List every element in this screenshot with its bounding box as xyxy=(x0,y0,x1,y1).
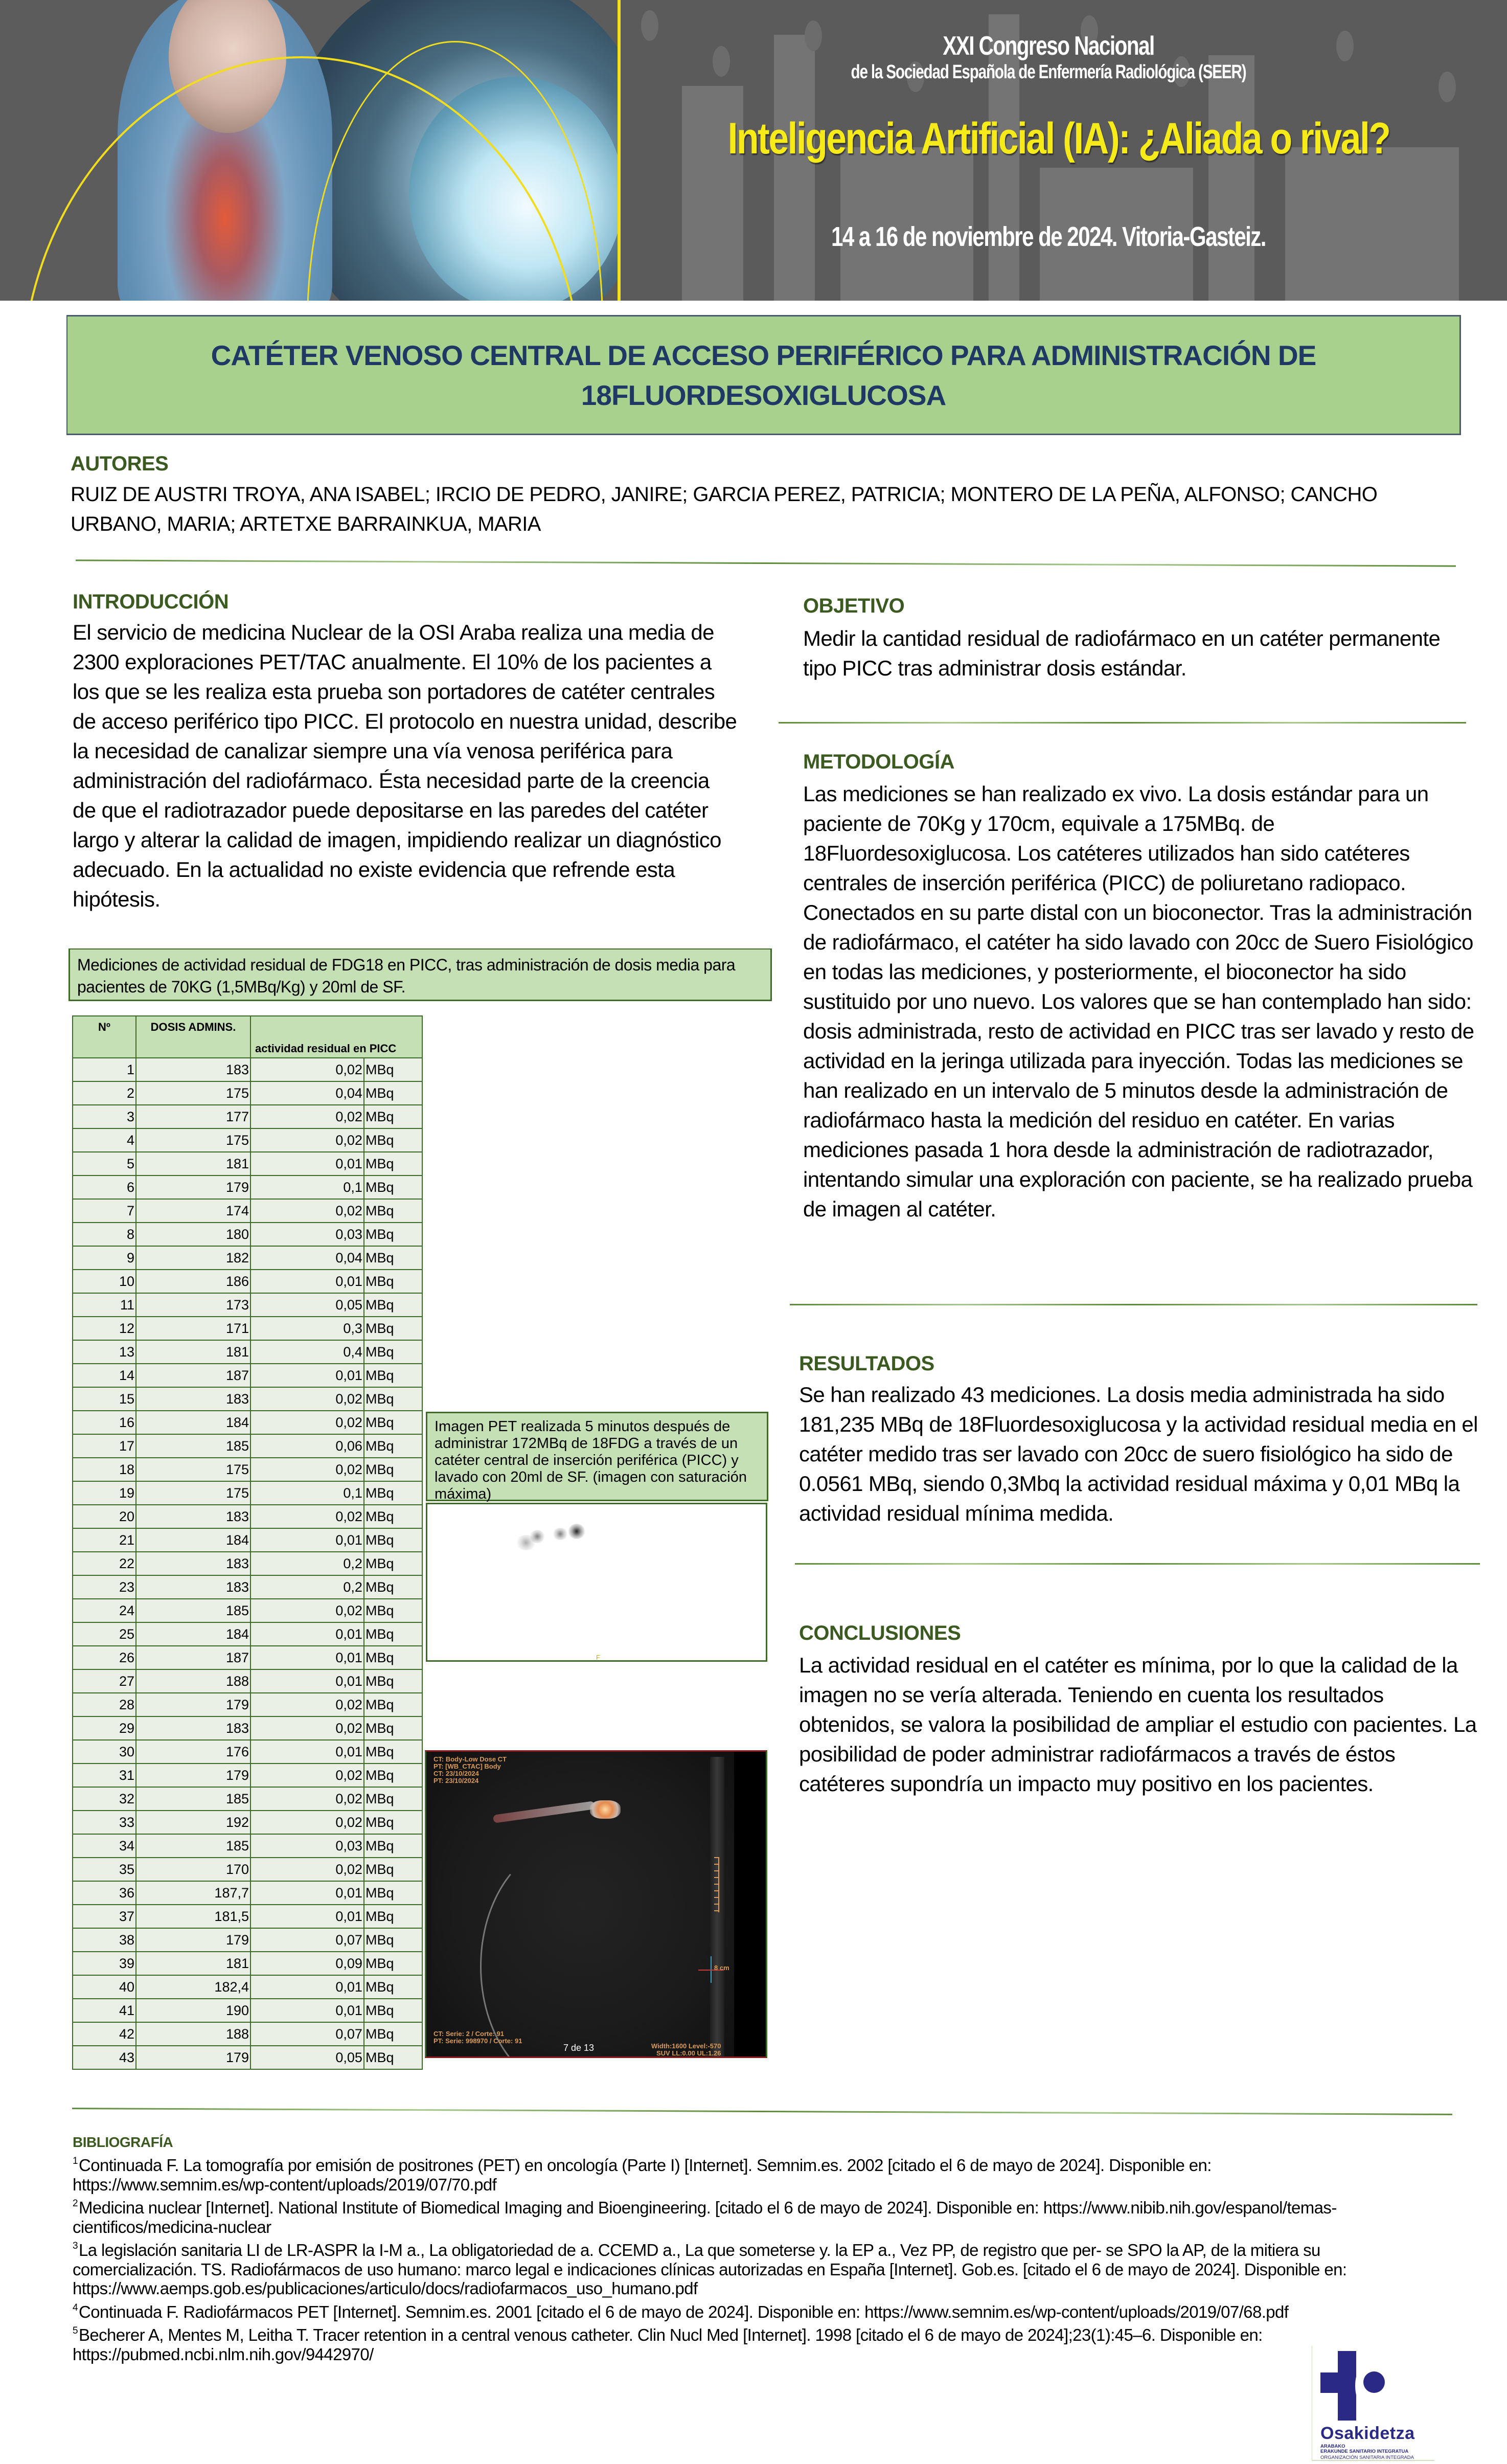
cell-activity: 0,01 xyxy=(250,1152,364,1176)
cell-dose: 175 xyxy=(136,1458,250,1481)
cell-activity: 0,01 xyxy=(250,1646,364,1669)
cell-unit: MBq xyxy=(364,1622,422,1646)
cell-unit: MBq xyxy=(364,1740,422,1764)
cell-dose: 190 xyxy=(136,1999,250,2022)
overlay-bottom-left: CT: Serie: 2 / Corte: 91 PT: Serie: 998970 / Corte: 91 xyxy=(433,2030,522,2045)
cell-number: 21 xyxy=(73,1528,136,1552)
cell-unit: MBq xyxy=(364,1693,422,1716)
table-row xyxy=(73,1881,422,1905)
cell-number: 23 xyxy=(73,1575,136,1599)
cell-dose: 184 xyxy=(136,1528,250,1552)
section-divider xyxy=(779,722,1466,724)
table-row xyxy=(73,1199,422,1223)
cell-unit: MBq xyxy=(364,1081,422,1105)
cell-number: 35 xyxy=(73,1858,136,1881)
cell-unit: MBq xyxy=(364,1811,422,1834)
cell-number: 14 xyxy=(73,1364,136,1387)
cell-activity: 0,02 xyxy=(250,1128,364,1152)
cell-number: 22 xyxy=(73,1552,136,1575)
cell-dose: 173 xyxy=(136,1293,250,1317)
cell-number: 26 xyxy=(73,1646,136,1669)
authors-list: RUIZ DE AUSTRI TROYA, ANA ISABEL; IRCIO DE PEDRO, JANIRE; GARCIA PEREZ, PATRICIA; MONTERO DE LA PEÑA, ALFONSO; CANCHO URBANO, MARIA; ARTETXE BARRAINKUA, MARIA xyxy=(71,483,1378,535)
section-divider xyxy=(76,559,1456,567)
logo-subtitle-es: ORGANIZACIÓN SANITARIA INTEGRADA xyxy=(1320,2455,1414,2460)
cell-unit: MBq xyxy=(364,1270,422,1293)
cell-activity: 0,03 xyxy=(250,1834,364,1858)
cell-number: 20 xyxy=(73,1505,136,1528)
cell-unit: MBq xyxy=(364,1575,422,1599)
cell-unit: MBq xyxy=(364,1716,422,1740)
methodology-heading: METODOLOGÍA xyxy=(803,751,954,773)
cell-dose: 179 xyxy=(136,1764,250,1787)
cell-dose: 192 xyxy=(136,1811,250,1834)
slice-counter: 7 de 13 xyxy=(563,2043,595,2053)
table-row xyxy=(73,1952,422,1975)
table-row xyxy=(73,1905,422,1928)
cell-unit: MBq xyxy=(364,2022,422,2046)
cell-number: 7 xyxy=(73,1199,136,1223)
residual-activity-table xyxy=(72,1015,423,2070)
table-row xyxy=(73,2022,422,2046)
cell-dose: 174 xyxy=(136,1199,250,1223)
table-row xyxy=(73,1317,422,1340)
logo-name: Osakidetza xyxy=(1320,2424,1415,2443)
cell-unit: MBq xyxy=(364,1340,422,1364)
table-body xyxy=(73,1058,422,2069)
cell-unit: MBq xyxy=(364,1458,422,1481)
scale-ruler xyxy=(714,1857,719,1912)
cell-unit: MBq xyxy=(364,1552,422,1575)
table-row xyxy=(73,1293,422,1317)
table-row xyxy=(73,1693,422,1716)
table-row xyxy=(73,1575,422,1599)
pet-ct-fusion-image xyxy=(425,1750,767,2058)
cell-activity: 0,02 xyxy=(250,1387,364,1411)
cell-activity: 0,01 xyxy=(250,1881,364,1905)
poster-title-box xyxy=(66,315,1461,435)
table-header-row xyxy=(73,1016,422,1058)
cell-number: 6 xyxy=(73,1176,136,1199)
cell-number: 27 xyxy=(73,1669,136,1693)
cell-number: 8 xyxy=(73,1223,136,1246)
cell-number: 15 xyxy=(73,1387,136,1411)
table-row xyxy=(73,1928,422,1952)
cell-unit: MBq xyxy=(364,1199,422,1223)
congress-dates: 14 a 16 de noviembre de 2024. Vitoria-Gasteiz. xyxy=(831,221,1266,252)
cell-dose: 171 xyxy=(136,1317,250,1340)
cell-dose: 183 xyxy=(136,1058,250,1081)
table-row xyxy=(73,1740,422,1764)
cell-unit: MBq xyxy=(364,1481,422,1505)
cell-unit: MBq xyxy=(364,1223,422,1246)
poster-title-line1: CATÉTER VENOSO CENTRAL DE ACCESO PERIFÉRICO PARA ADMINISTRACIÓN DE xyxy=(211,339,1316,371)
cell-number: 33 xyxy=(73,1811,136,1834)
scale-label: 8 cm xyxy=(714,1964,729,1972)
cell-activity: 0,02 xyxy=(250,1411,364,1434)
cell-activity: 0,01 xyxy=(250,1740,364,1764)
table-row xyxy=(73,1481,422,1505)
results-text: Se han realizado 43 mediciones. La dosis media administrada ha sido 181,235 MBq de 18Fluordesoxiglucosa y la actividad residual media en el catéter medido tras ser lavado con 20cc de suero fisiológico ha sido de 0.0561 MBq, siendo 0,3Mbq la actividad residual máxima y 0,01 MBq la actividad residual mínima medida. xyxy=(799,1383,1478,1525)
column-header-dose: DOSIS ADMINS. xyxy=(136,1016,250,1058)
cell-dose: 181,5 xyxy=(136,1905,250,1928)
cell-activity: 0,09 xyxy=(250,1952,364,1975)
results-heading: RESULTADOS xyxy=(799,1352,934,1375)
cell-number: 2 xyxy=(73,1081,136,1105)
cell-dose: 186 xyxy=(136,1270,250,1293)
table-row xyxy=(73,1834,422,1858)
bibliography-heading: BIBLIOGRAFÍA xyxy=(73,2134,173,2150)
cell-activity: 0,02 xyxy=(250,1787,364,1811)
cell-activity: 0,02 xyxy=(250,1811,364,1834)
congress-banner xyxy=(0,0,1507,301)
cell-dose: 181 xyxy=(136,1340,250,1364)
cell-activity: 0,02 xyxy=(250,1105,364,1128)
cell-number: 30 xyxy=(73,1740,136,1764)
cell-dose: 183 xyxy=(136,1552,250,1575)
table-row xyxy=(73,1387,422,1411)
cell-dose: 175 xyxy=(136,1481,250,1505)
table-row xyxy=(73,1975,422,1999)
table-row xyxy=(73,1716,422,1740)
table-row xyxy=(73,1246,422,1270)
section-divider xyxy=(795,1563,1480,1565)
bibliography-list xyxy=(73,2152,1402,2364)
cell-number: 31 xyxy=(73,1764,136,1787)
table-row xyxy=(73,1528,422,1552)
cell-number: 36 xyxy=(73,1881,136,1905)
authors-heading: AUTORES xyxy=(71,453,169,475)
cell-number: 32 xyxy=(73,1787,136,1811)
section-divider xyxy=(790,1304,1477,1305)
cell-activity: 0,04 xyxy=(250,1081,364,1105)
cell-unit: MBq xyxy=(364,1246,422,1270)
cell-number: 19 xyxy=(73,1481,136,1505)
cell-unit: MBq xyxy=(364,1928,422,1952)
cell-dose: 179 xyxy=(136,1693,250,1716)
cell-unit: MBq xyxy=(364,1293,422,1317)
cell-number: 38 xyxy=(73,1928,136,1952)
table-row xyxy=(73,1458,422,1481)
cell-unit: MBq xyxy=(364,1881,422,1905)
cell-unit: MBq xyxy=(364,1364,422,1387)
cell-unit: MBq xyxy=(364,1176,422,1199)
pet-image-saturated xyxy=(426,1503,767,1662)
bibliography-item: $^5$Becherer A, Mentes M, Leitha T. Tracer retention in a central venous catheter. Clin Nucl Med [Internet]. 1998 [citado el 6 de mayo de 2024];23(1):45–6. Disponible en: https://pubmed.ncbi.nlm.nih.gov/9442970/ xyxy=(73,2325,1263,2364)
objective-text: Medir la cantidad residual de radiofármaco en un catéter permanente tipo PICC tras administrar dosis estándar. xyxy=(803,626,1441,680)
cell-unit: MBq xyxy=(364,1787,422,1811)
cell-dose: 187 xyxy=(136,1364,250,1387)
section-divider xyxy=(72,2108,1452,2115)
bibliography-item: $^4$Continuada F. Radiofármacos PET [Internet]. Semnim.es. 2001 [citado el 6 de mayo de 2024]. Disponible en: https://www.semnim.es/wp-content/uploads/2019/07/68.pdf xyxy=(73,2302,1289,2321)
cell-number: 4 xyxy=(73,1128,136,1152)
cell-unit: MBq xyxy=(364,1599,422,1622)
cell-number: 18 xyxy=(73,1458,136,1481)
table-row xyxy=(73,1081,422,1105)
cell-dose: 185 xyxy=(136,1599,250,1622)
cell-activity: 0,01 xyxy=(250,1669,364,1693)
cell-activity: 0,02 xyxy=(250,1058,364,1081)
cell-dose: 185 xyxy=(136,1787,250,1811)
cell-number: 24 xyxy=(73,1599,136,1622)
cell-number: 1 xyxy=(73,1058,136,1081)
cell-unit: MBq xyxy=(364,1411,422,1434)
cell-dose: 185 xyxy=(136,1434,250,1458)
cell-number: 17 xyxy=(73,1434,136,1458)
cell-activity: 0,01 xyxy=(250,1975,364,1999)
methodology-text: Las mediciones se han realizado ex vivo. La dosis estándar para un paciente de 70Kg y 170cm, equivale a 175MBq. de 18Fluordesoxiglucosa. Los catéteres utilizados han sido catéteres centrales de inserción periférica (PICC) de poliuretano radiopaco. Conectados en su parte distal con un bioconector. Tras la administración de radiofármaco, el catéter ha sido lavado con 20cc de Suero Fisiológico en todas las mediciones, y posteriormente, el bioconector ha sido sustituido por uno nuevo. Los valores que se han contemplado han sido: dosis administrada, resto de actividad en PICC tras ser lavado y resto de actividad en la jeringa utilizada para inyección. Todas las mediciones se han realizado en un intervalo de 5 minutos desde la administración de radiofármaco hasta la medición del residuo en catéter. En varias mediciones pasada 1 hora desde la administración de radiotrazador, intentando simular una exploración con paciente, se ha realizado prueba de imagen al catéter. xyxy=(803,782,1474,1221)
cell-dose: 184 xyxy=(136,1622,250,1646)
cell-dose: 179 xyxy=(136,1176,250,1199)
cell-activity: 0,02 xyxy=(250,1693,364,1716)
cell-activity: 0,1 xyxy=(250,1176,364,1199)
cell-dose: 176 xyxy=(136,1740,250,1764)
cell-activity: 0,01 xyxy=(250,1622,364,1646)
cell-activity: 0,2 xyxy=(250,1575,364,1599)
cell-unit: MBq xyxy=(364,1105,422,1128)
cell-activity: 0,02 xyxy=(250,1716,364,1740)
cell-number: 39 xyxy=(73,1952,136,1975)
banner-illustration xyxy=(0,0,619,301)
cell-number: 10 xyxy=(73,1270,136,1293)
cell-unit: MBq xyxy=(364,1317,422,1340)
bibliography-item: $^3$La legislación sanitaria LI de LR-ASPR la I-M a., La obligatoriedad de a. CCEMD a., La que someterse y. la EP a., Vez PP, de registro que per- se SPO la AP, de la mitiera su comercialización. TS. Radiofármacos de uso humano: marco legal e indicaciones clínicas autorizadas en España [Internet]. Gob.es. [citado el 6 de mayo de 2024]. Disponible en: https://www.aemps.gob.es/publicaciones/articulo/docs/radiofarmacos_uso_humano.pdf xyxy=(73,2241,1347,2298)
column-header-activity: actividad residual en PICC xyxy=(250,1016,422,1058)
conclusions-text: La actividad residual en el catéter es mínima, por lo que la calidad de la imagen no se vería alterada. Teniendo en cuenta los resultados obtenidos, se valora la posibilidad de ampliar el estudio con pacientes. La posibilidad de poder administrar radiofármacos a través de éstos catéteres supondría un impacto muy positivo en los pacientes. xyxy=(799,1653,1477,1796)
cell-unit: MBq xyxy=(364,1858,422,1881)
cell-number: 25 xyxy=(73,1622,136,1646)
column-header-number: Nº xyxy=(73,1016,136,1058)
cell-dose: 182,4 xyxy=(136,1975,250,1999)
cell-dose: 183 xyxy=(136,1575,250,1599)
cell-dose: 182 xyxy=(136,1246,250,1270)
cell-activity: 0,4 xyxy=(250,1340,364,1364)
cell-activity: 0,1 xyxy=(250,1481,364,1505)
table-row xyxy=(73,1505,422,1528)
bibliography-item: $^1$Continuada F. La tomografía por emisión de positrones (PET) en oncología (Parte I) [Internet]. Semnim.es. 2002 [citado el 6 de mayo de 2024]. Disponible en: https://www.semnim.es/wp-content/uploads/2019/07/70.pdf xyxy=(73,2156,1212,2194)
overlay-bottom-right: Width:1600 Level:-570 SUV LL:0.00 UL:1.26 xyxy=(651,2042,721,2057)
conclusions-heading: CONCLUSIONES xyxy=(799,1622,961,1644)
cell-dose: 180 xyxy=(136,1223,250,1246)
logo-dot-icon xyxy=(1363,2371,1385,2393)
cell-number: 43 xyxy=(73,2046,136,2069)
table-row xyxy=(73,1434,422,1458)
table-row xyxy=(73,1669,422,1693)
introduction-heading: INTRODUCCIÓN xyxy=(73,591,229,613)
cell-number: 11 xyxy=(73,1293,136,1317)
cell-number: 16 xyxy=(73,1411,136,1434)
cell-number: 3 xyxy=(73,1105,136,1128)
cell-activity: 0,01 xyxy=(250,1270,364,1293)
table-caption: Mediciones de actividad residual de FDG18 en PICC, tras administración de dosis media para pacientes de 70KG (1,5MBq/Kg) y 20ml de SF. xyxy=(68,948,772,1001)
poster-title-line2: 18FLUORDESOXIGLUCOSA xyxy=(581,379,946,411)
cell-unit: MBq xyxy=(364,1505,422,1528)
cell-dose: 184 xyxy=(136,1411,250,1434)
cell-unit: MBq xyxy=(364,1434,422,1458)
cell-activity: 0,01 xyxy=(250,1364,364,1387)
table-row xyxy=(73,1058,422,1081)
cell-unit: MBq xyxy=(364,1646,422,1669)
cell-activity: 0,02 xyxy=(250,1505,364,1528)
cell-dose: 170 xyxy=(136,1858,250,1881)
cell-unit: MBq xyxy=(364,1975,422,1999)
congress-theme: Inteligencia Artificial (IA): ¿Aliada o rival? xyxy=(727,114,1390,163)
cell-unit: MBq xyxy=(364,1058,422,1081)
cell-dose: 181 xyxy=(136,1952,250,1975)
cell-dose: 183 xyxy=(136,1716,250,1740)
cell-activity: 0,2 xyxy=(250,1552,364,1575)
figure-caption: Imagen PET realizada 5 minutos después de administrar 172MBq de 18FDG a través de un catéter central de inserción periférica (PICC) y lavado con 20ml de SF. (imagen con saturación máxima) xyxy=(426,1412,768,1501)
objective-heading: OBJETIVO xyxy=(803,595,905,617)
cell-activity: 0,07 xyxy=(250,1928,364,1952)
cell-activity: 0,02 xyxy=(250,1599,364,1622)
cell-activity: 0,05 xyxy=(250,2046,364,2069)
logo-cross-icon xyxy=(1320,2372,1356,2393)
table-row xyxy=(73,1152,422,1176)
cell-number: 29 xyxy=(73,1716,136,1740)
cell-dose: 188 xyxy=(136,2022,250,2046)
cell-activity: 0,01 xyxy=(250,1999,364,2022)
bioconnector-hotspot xyxy=(590,1800,621,1819)
cell-number: 9 xyxy=(73,1246,136,1270)
cell-activity: 0,01 xyxy=(250,1528,364,1552)
cell-unit: MBq xyxy=(364,1764,422,1787)
table-row xyxy=(73,1128,422,1152)
introduction-text: El servicio de medicina Nuclear de la OSI Araba realiza una media de 2300 exploraciones PET/TAC anualmente. El 10% de los pacientes a los que se les realiza esta prueba son portadores de catéter centrales de acceso periférico tipo PICC. El protocolo en nuestra unidad, describe la necesidad de canalizar siempre una vía venosa periférica para administración del radiofármaco. Ésta necesidad parte de la creencia de que el radiotrazador puede depositarse en las paredes del catéter largo y alterar la calidad de imagen, impidiendo realizar un diagnóstico adecuado. En la actualidad no existe evidencia que refrende esta hipótesis. xyxy=(73,620,737,911)
cell-dose: 179 xyxy=(136,2046,250,2069)
cell-dose: 188 xyxy=(136,1669,250,1693)
cell-unit: MBq xyxy=(364,1999,422,2022)
cell-unit: MBq xyxy=(364,1905,422,1928)
table-row xyxy=(73,2046,422,2069)
table-row xyxy=(73,1811,422,1834)
society-name: de la Sociedad Española de Enfermería Radiológica (SEER) xyxy=(851,61,1246,83)
cell-unit: MBq xyxy=(364,1128,422,1152)
cell-unit: MBq xyxy=(364,1387,422,1411)
cell-number: 12 xyxy=(73,1317,136,1340)
banner-text xyxy=(621,0,1507,301)
table-row xyxy=(73,1340,422,1364)
cell-dose: 187 xyxy=(136,1646,250,1669)
congress-name: XXI Congreso Nacional xyxy=(943,31,1154,61)
table-row xyxy=(73,1270,422,1293)
cell-number: 13 xyxy=(73,1340,136,1364)
cell-unit: MBq xyxy=(364,1834,422,1858)
cell-dose: 185 xyxy=(136,1834,250,1858)
cell-dose: 183 xyxy=(136,1505,250,1528)
cell-unit: MBq xyxy=(364,1152,422,1176)
cell-number: 5 xyxy=(73,1152,136,1176)
cell-activity: 0,3 xyxy=(250,1317,364,1340)
table-row xyxy=(73,1787,422,1811)
cell-activity: 0,06 xyxy=(250,1434,364,1458)
bibliography-item: $^2$Medicina nuclear [Internet]. National Institute of Biomedical Imaging and Bioengineering. [citado el 6 de mayo de 2024]. Disponible en: https://www.nibib.nih.gov/espanol/temas-cientificos/medicina-nuclear xyxy=(73,2198,1337,2236)
table-row xyxy=(73,1999,422,2022)
cell-activity: 0,02 xyxy=(250,1199,364,1223)
cell-number: 28 xyxy=(73,1693,136,1716)
table-row xyxy=(73,1411,422,1434)
table-row xyxy=(73,1223,422,1246)
cell-activity: 0,02 xyxy=(250,1458,364,1481)
cell-dose: 179 xyxy=(136,1928,250,1952)
cell-dose: 187,7 xyxy=(136,1881,250,1905)
cell-unit: MBq xyxy=(364,1669,422,1693)
table-row xyxy=(73,1552,422,1575)
table-row xyxy=(73,1176,422,1199)
table-row xyxy=(73,1599,422,1622)
pet-marker-label: F xyxy=(596,1654,600,1661)
overlay-top-left: CT: Body-Low Dose CT PT: [WB_CTAC] Body CT: 23/10/2024 PT: 23/10/2024 xyxy=(433,1755,507,1784)
cell-activity: 0,03 xyxy=(250,1223,364,1246)
cell-dose: 177 xyxy=(136,1105,250,1128)
table-row xyxy=(73,1364,422,1387)
table-row xyxy=(73,1105,422,1128)
cell-activity: 0,02 xyxy=(250,1858,364,1881)
cell-dose: 181 xyxy=(136,1152,250,1176)
cell-number: 34 xyxy=(73,1834,136,1858)
cell-activity: 0,01 xyxy=(250,1905,364,1928)
cell-unit: MBq xyxy=(364,1528,422,1552)
cell-number: 41 xyxy=(73,1999,136,2022)
table-row xyxy=(73,1764,422,1787)
cell-unit: MBq xyxy=(364,1952,422,1975)
cell-number: 40 xyxy=(73,1975,136,1999)
table-row xyxy=(73,1622,422,1646)
cell-dose: 183 xyxy=(136,1387,250,1411)
cell-unit: MBq xyxy=(364,2046,422,2069)
cell-activity: 0,07 xyxy=(250,2022,364,2046)
cell-number: 37 xyxy=(73,1905,136,1928)
logo-subtitle-eu: ARABAKO ERAKUNDE SANITARIO INTEGRATUA xyxy=(1320,2444,1409,2454)
cell-dose: 175 xyxy=(136,1128,250,1152)
cell-activity: 0,04 xyxy=(250,1246,364,1270)
cell-activity: 0,05 xyxy=(250,1293,364,1317)
table-row xyxy=(73,1858,422,1881)
cell-activity: 0,02 xyxy=(250,1764,364,1787)
osakidetza-logo xyxy=(1312,2346,1434,2461)
table-row xyxy=(73,1646,422,1669)
cell-dose: 175 xyxy=(136,1081,250,1105)
cell-number: 42 xyxy=(73,2022,136,2046)
